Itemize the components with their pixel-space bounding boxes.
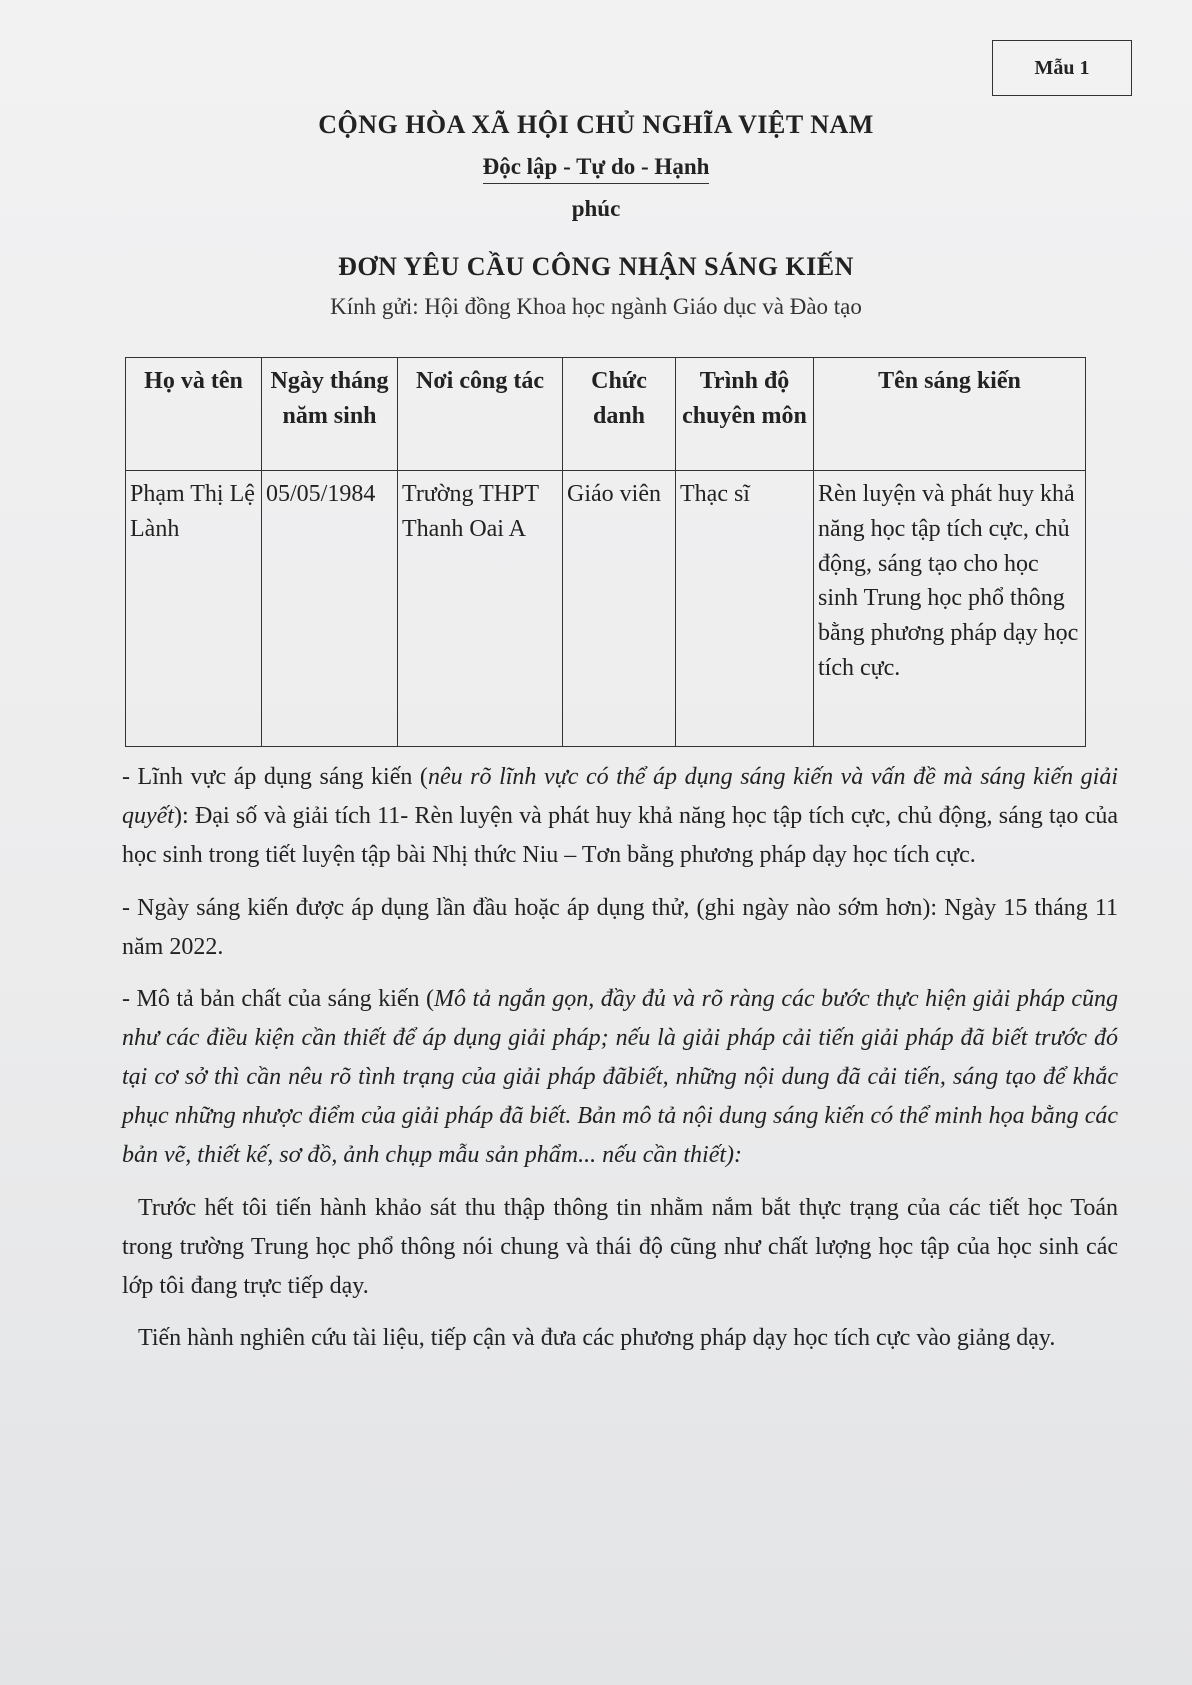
form-number-box bbox=[992, 40, 1132, 96]
national-motto: Độc lập - Tự do - Hạnh bbox=[483, 154, 710, 184]
cell-qualification: Thạc sĩ bbox=[676, 471, 814, 747]
description-instruction-text: Mô tả ngắn gọn, đầy đủ và rõ ràng các bước thực hiện giải pháp cũng như các điều kiện cần thiết để áp dụng giải pháp; nếu là giải pháp cải tiến giải pháp đã biết trước đó tại cơ sở thì cần nêu rõ tình trạng của giải pháp đãbiết, những nội dung đã cải tiến, sáng tạo để khắc phục những nhược điểm của giải pháp đã biết. Bản mô tả nội dung sáng kiến có thể minh họa bằng các bản vẽ, thiết kế, sơ đồ, ảnh chụp mẫu sản phẩm... nếu cần thiết): bbox=[122, 986, 1119, 1168]
document-header bbox=[0, 110, 1192, 320]
description-lead-text: - Mô tả bản chất của sáng kiến ( bbox=[122, 986, 435, 1013]
recipient-line: Kính gửi: Hội đồng Khoa học ngành Giáo dục và Đào tạo bbox=[330, 294, 862, 319]
document-body bbox=[122, 758, 1118, 1372]
cell-position: Giáo viên bbox=[563, 471, 676, 747]
first-applied-date: - Ngày sáng kiến được áp dụng lần đầu hoặc áp dụng thử, (ghi ngày nào sớm hơn): Ngày 15 tháng 11 năm 2022. bbox=[122, 894, 1118, 960]
paragraph-survey: Trước hết tôi tiến hành khảo sát thu thập thông tin nhằm nắm bắt thực trạng của các tiết học Toán trong trường Trung học phổ thông nói chung và thái độ cũng như chất lượng học tập của học sinh các lớp tôi đang trực tiếp dạy. bbox=[122, 1194, 1118, 1299]
header-date-of-birth: Ngày tháng năm sinh bbox=[262, 358, 398, 471]
table-row bbox=[126, 471, 1086, 747]
header-workplace: Nơi công tác bbox=[398, 358, 563, 471]
applicant-table bbox=[125, 357, 1086, 747]
cell-full-name: Phạm Thị Lệ Lành bbox=[126, 471, 262, 747]
cell-workplace: Trường THPT Thanh Oai A bbox=[398, 471, 563, 747]
document-title: ĐƠN YÊU CẦU CÔNG NHẬN SÁNG KIẾN bbox=[338, 252, 854, 281]
paragraph-research: Tiến hành nghiên cứu tài liệu, tiếp cận và đưa các phương pháp dạy học tích cực vào giảng dạy. bbox=[138, 1325, 1056, 1352]
cell-initiative-name: Rèn luyện và phát huy khả năng học tập tích cực, chủ động, sáng tạo cho học sinh Trung học phổ thông bằng phương pháp dạy học tích cực. bbox=[814, 471, 1086, 747]
field-of-application bbox=[122, 758, 1118, 875]
header-initiative-name: Tên sáng kiến bbox=[814, 358, 1086, 471]
header-position: Chức danh bbox=[563, 358, 676, 471]
table-header-row bbox=[126, 358, 1086, 471]
field-instruction-text: nêu rõ lĩnh vực có thể áp dụng sáng kiến và vấn đề mà sáng kiến giải quyết bbox=[122, 764, 1119, 829]
cell-date-of-birth: 05/05/1984 bbox=[262, 471, 398, 747]
field-content-text: ): Đại số và giải tích 11- Rèn luyện và phát huy khả năng học tập tích cực, chủ động, sáng tạo của học sinh trong tiết luyện tập bài Nhị thức Niu – Tơn bằng phương pháp dạy học tích cực. bbox=[122, 802, 1118, 868]
national-title: CỘNG HÒA XÃ HỘI CHỦ NGHĨA VIỆT NAM bbox=[318, 110, 874, 139]
header-qualification: Trình độ chuyên môn bbox=[676, 358, 814, 471]
header-full-name: Họ và tên bbox=[126, 358, 262, 471]
field-lead-text: - Lĩnh vực áp dụng sáng kiến ( bbox=[122, 764, 428, 790]
initiative-description bbox=[122, 980, 1118, 1174]
national-motto-continued: phúc bbox=[571, 196, 621, 221]
form-number-label: Mẫu 1 bbox=[1034, 56, 1090, 79]
